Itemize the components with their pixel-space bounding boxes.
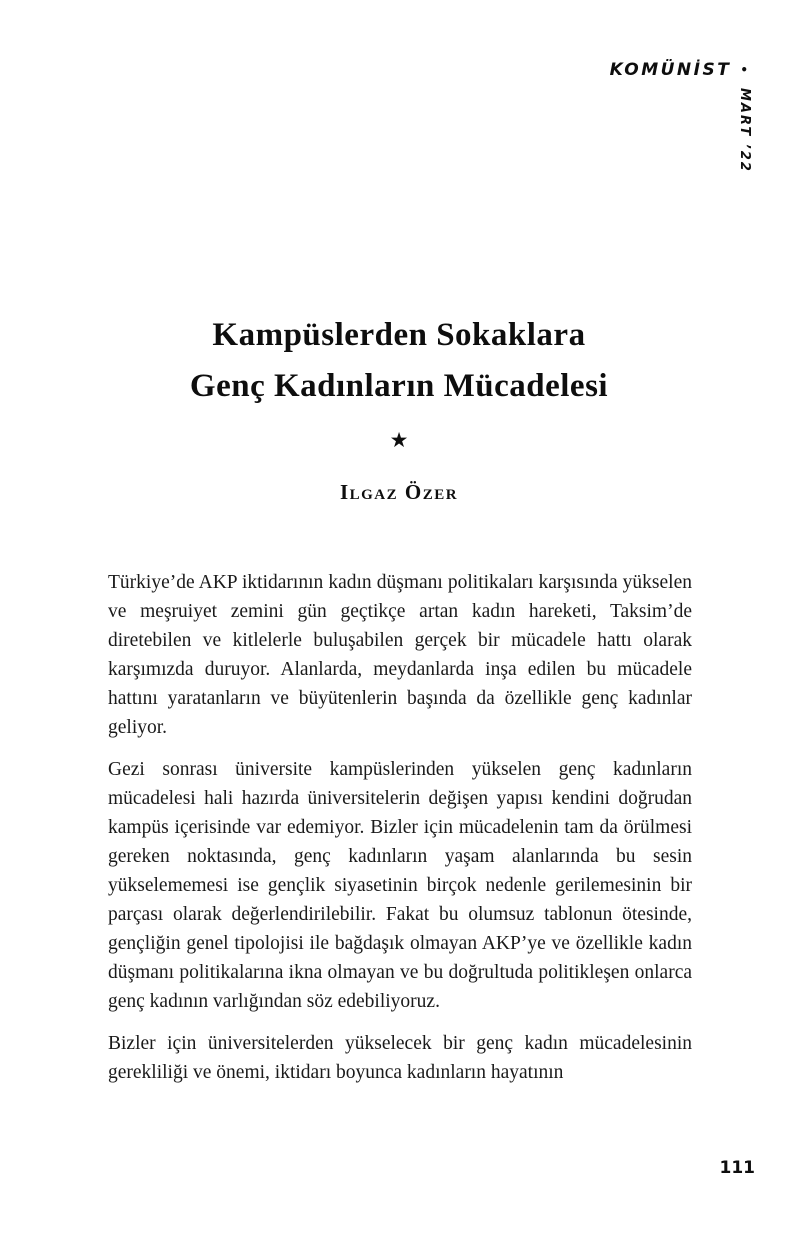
- paragraph: Bizler için üniversitelerden yükselecek bir genç kadın mücadelesinin gerekliliği ve önemi, iktidarı boyunca kadınların hayatının: [108, 1033, 692, 1083]
- bullet-icon: •: [740, 63, 748, 77]
- author-name: Ilgaz Özer: [339, 480, 459, 504]
- journal-header: [610, 60, 748, 80]
- article-title: [0, 310, 798, 412]
- article-title-line1: Kampüslerden Sokaklara: [212, 317, 586, 353]
- paragraph: Gezi sonrası üniversite kampüslerinden yükselen genç kadınların mücadelesi hali hazırda üniversitelerin değişen yapısı kendini doğrudan kampüs içerisinde var edemiyor. Bizler için mücadelenin tam da örülmesi gereken noktasında, genç kadınların yaşam alanlarında bu sesin yükselememesi ise gençlik siyasetinin birçok nedenle gerilemesinin bir parçası olarak değerlendirilebilir. Fakat bu olumsuz tablonun ötesinde, gençliğin genel tipolojisi ile bağdaşık olmayan AKP’ye ve özellikle kadın düşmanı politikalarına ikna olmayan ve bu doğrultuda politikleşen onlarca genç kadının varlığından söz edebiliyoruz.: [108, 759, 692, 1012]
- article-title-line2: Genç Kadınların Mücadelesi: [189, 368, 609, 405]
- article-body: [108, 568, 692, 1100]
- paragraph: Türkiye’de AKP iktidarının kadın düşmanı politikaları karşısında yükselen ve meşruiyet zemini gün geçtikçe artan kadın hareketi, Taksim’de diretebilen ve kitlelerle buluşabilen gerçek bir mücadele hattı olarak karşımızda duruyor. Alanlarda, meydanlarda inşa edilen bu mücadele hattını yaratanların ve büyütenlerin başında da özellikle genç kadınlar geliyor.: [108, 572, 692, 738]
- star-divider-icon: ★: [389, 428, 409, 452]
- page-number: 111: [719, 1158, 755, 1178]
- journal-name: KOMÜNİST: [609, 60, 732, 80]
- issue-date: MART ’22: [737, 88, 752, 173]
